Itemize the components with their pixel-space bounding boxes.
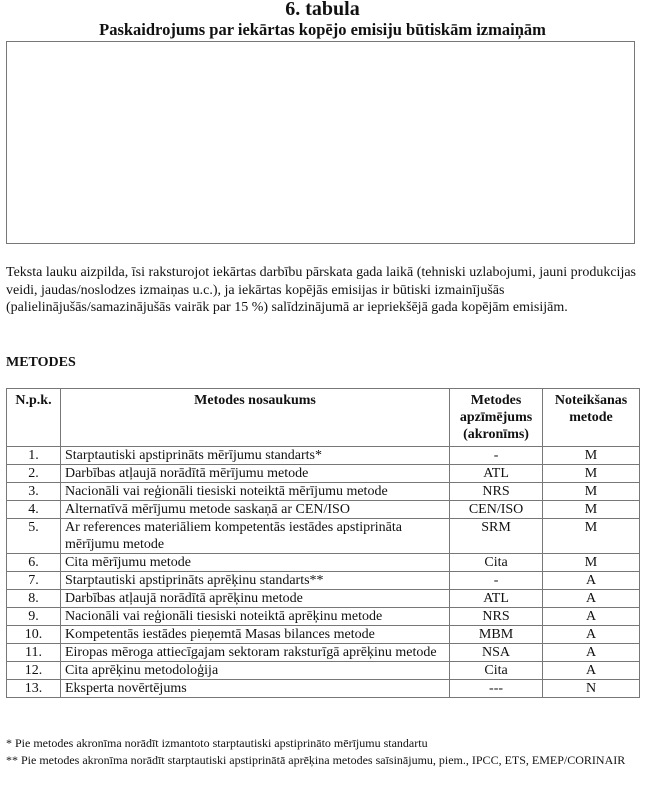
method-name: Eiropas mēroga attiecīgajam sektoram raksturīgā aprēķinu metode bbox=[60, 644, 449, 662]
method-acronym: NRS bbox=[450, 608, 543, 626]
method-acronym: - bbox=[450, 572, 543, 590]
method-name: Starptautiski apstiprināts aprēķinu standarts** bbox=[60, 572, 449, 590]
row-number: 5. bbox=[7, 519, 61, 554]
method-acronym: ATL bbox=[450, 465, 543, 483]
method-name: Eksperta novērtējums bbox=[60, 680, 449, 698]
table-row bbox=[7, 680, 640, 698]
determination-method: A bbox=[543, 608, 640, 626]
determination-method: M bbox=[543, 483, 640, 501]
row-number: 2. bbox=[7, 465, 61, 483]
determination-method: A bbox=[543, 626, 640, 644]
row-number: 13. bbox=[7, 680, 61, 698]
table-row bbox=[7, 519, 640, 554]
table-row bbox=[7, 644, 640, 662]
method-acronym: --- bbox=[450, 680, 543, 698]
table-row bbox=[7, 501, 640, 519]
determination-method: M bbox=[543, 465, 640, 483]
instruction-text: Teksta lauku aizpilda, īsi raksturojot iekārtas darbību pārskata gada laikā (tehniski uzlabojumi, jauni produkcijas veidi, jaudas/noslodzes izmaiņas u.c.), ja iekārtas kopējās emisijas ir būtiski izmainījušās (palielinājušās/samazinājušās vairāk par 15 %) salīdzinājumā ar iepriekšējā gada kopējām emisijām. bbox=[6, 265, 636, 315]
table-subtitle: Paskaidrojums par iekārtas kopējo emisiju būtiskām izmaiņām bbox=[99, 20, 546, 39]
table-row bbox=[7, 572, 640, 590]
method-acronym: MBM bbox=[450, 626, 543, 644]
row-number: 8. bbox=[7, 590, 61, 608]
method-name: Nacionāli vai reģionāli tiesiski noteiktā aprēķinu metode bbox=[60, 608, 449, 626]
row-number: 1. bbox=[7, 447, 61, 465]
row-number: 11. bbox=[7, 644, 61, 662]
header-method-name: Metodes nosaukums bbox=[60, 389, 449, 447]
determination-method: M bbox=[543, 519, 640, 554]
row-number: 7. bbox=[7, 572, 61, 590]
method-name: Ar references materiāliem kompetentās iestādes apstiprināta mērījumu metode bbox=[60, 519, 449, 554]
table-row bbox=[7, 608, 640, 626]
determination-method: A bbox=[543, 644, 640, 662]
method-name: Darbības atļaujā norādītā mērījumu metode bbox=[60, 465, 449, 483]
footnote-2: ** Pie metodes akronīma norādīt starptautiski apstiprinātā aprēķina metodes saīsinājumu, piem., IPCC, ETS, EMEP/CORINAIR bbox=[6, 753, 626, 767]
method-acronym: ATL bbox=[450, 590, 543, 608]
determination-method: N bbox=[543, 680, 640, 698]
determination-method: M bbox=[543, 447, 640, 465]
row-number: 3. bbox=[7, 483, 61, 501]
table-number-title: 6. tabula bbox=[285, 0, 360, 20]
method-name: Darbības atļaujā norādītā aprēķinu metode bbox=[60, 590, 449, 608]
row-number: 10. bbox=[7, 626, 61, 644]
method-acronym: SRM bbox=[450, 519, 543, 554]
explanation-text-field[interactable] bbox=[6, 41, 635, 244]
table-header-row bbox=[7, 389, 640, 447]
footnote-1: * Pie metodes akronīma norādīt izmantoto starptautiski apstiprināto mērījumu standartu bbox=[6, 736, 428, 750]
methods-table bbox=[6, 388, 640, 698]
table-row bbox=[7, 590, 640, 608]
determination-method: M bbox=[543, 501, 640, 519]
method-name: Starptautiski apstiprināts mērījumu standarts* bbox=[60, 447, 449, 465]
row-number: 12. bbox=[7, 662, 61, 680]
method-acronym: NRS bbox=[450, 483, 543, 501]
method-name: Nacionāli vai reģionāli tiesiski noteiktā mērījumu metode bbox=[60, 483, 449, 501]
table-row bbox=[7, 447, 640, 465]
determination-method: A bbox=[543, 662, 640, 680]
method-acronym: CEN/ISO bbox=[450, 501, 543, 519]
method-name: Cita mērījumu metode bbox=[60, 554, 449, 572]
header-npk: N.p.k. bbox=[7, 389, 61, 447]
determination-method: A bbox=[543, 572, 640, 590]
method-acronym: Cita bbox=[450, 662, 543, 680]
table-row bbox=[7, 483, 640, 501]
method-acronym: NSA bbox=[450, 644, 543, 662]
method-name: Alternatīvā mērījumu metode saskaņā ar CEN/ISO bbox=[60, 501, 449, 519]
table-row bbox=[7, 465, 640, 483]
determination-method: A bbox=[543, 590, 640, 608]
row-number: 6. bbox=[7, 554, 61, 572]
method-acronym: - bbox=[450, 447, 543, 465]
header-determination: Noteikšanas metode bbox=[543, 389, 640, 447]
method-name: Cita aprēķinu metodoloģija bbox=[60, 662, 449, 680]
method-acronym: Cita bbox=[450, 554, 543, 572]
table-row bbox=[7, 554, 640, 572]
section-title: METODES bbox=[6, 355, 76, 370]
table-row bbox=[7, 662, 640, 680]
determination-method: M bbox=[543, 554, 640, 572]
row-number: 4. bbox=[7, 501, 61, 519]
method-name: Kompetentās iestādes pieņemtā Masas bilances metode bbox=[60, 626, 449, 644]
header-acronym: Metodes apzīmējums (akronīms) bbox=[450, 389, 543, 447]
row-number: 9. bbox=[7, 608, 61, 626]
table-row bbox=[7, 626, 640, 644]
